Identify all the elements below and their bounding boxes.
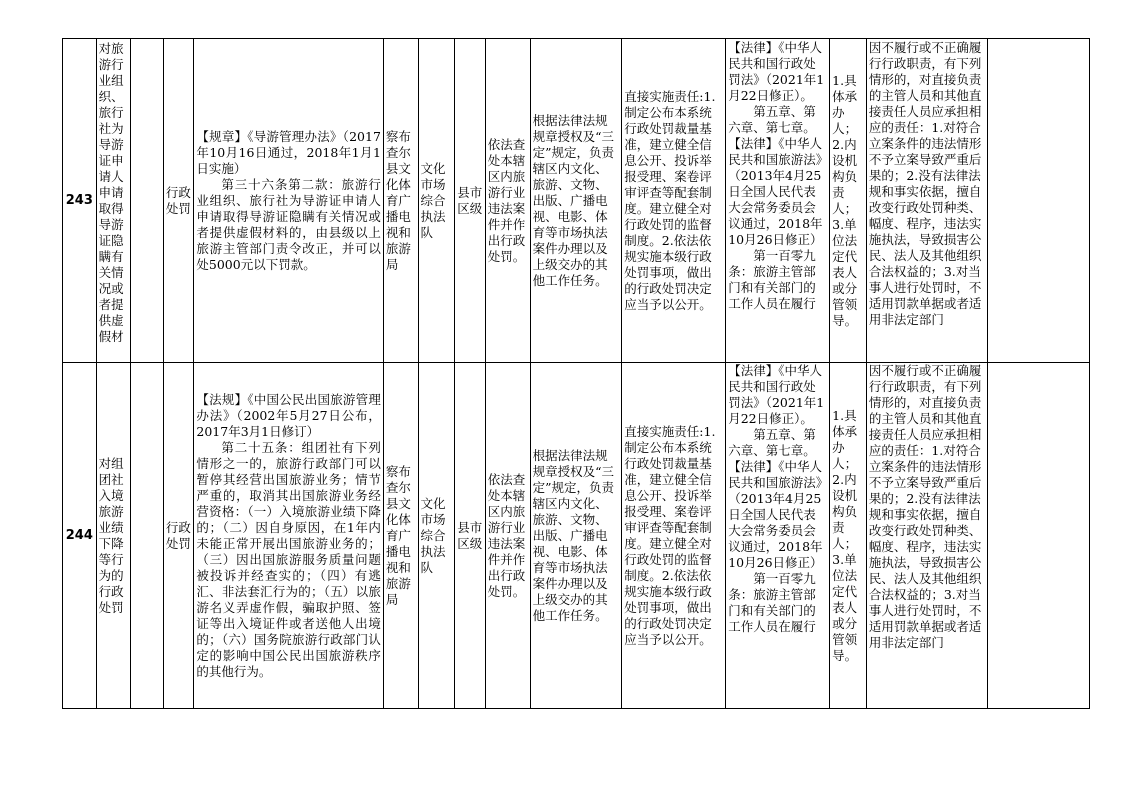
item-name	[96, 39, 131, 363]
power-type: 行政处罚	[163, 39, 194, 363]
law-tourism-title: 【法律】《中华人民共和国旅游法》（2013年4月25日全国人民代表大会常务委员会议通过，2018年10月26日修正）	[728, 459, 823, 570]
law-penalty-title: 【法律】《中华人民共和国行政处罚法》（2021年1月22日修正）。	[728, 40, 825, 103]
exercise-level: 县市区级	[455, 363, 486, 709]
item-name-text: 对旅游行业组织、旅行社为导游证申请人申请取得导游证隐瞒有关情况或者提供虚假材	[98, 41, 124, 344]
responsibility-matters: 直接实施责任:1.制定公布本系统行政处罚裁量基准，建立健全信息公开、投诉举报受理、案卷评审评查等配套制度。建立健全对行政处罚的监督制度。2.依法依规实施本级行政处罚事项，做出的行政处罚决定应当予以公开。	[622, 39, 726, 363]
law-penalty-articles: 第五章、第六章、第七章。	[728, 104, 816, 135]
power-list-table	[62, 38, 1090, 709]
implementing-department: 察布查尔县文化体育广播电视和旅游局	[383, 39, 418, 363]
power-content: 依法查处本辖区内旅游行业违法案件并作出行政处罚。	[485, 363, 530, 709]
responsibility-subject: 1.具体承办人；2.内设机构负责人；3.单位法定代表人或分管领导。	[830, 39, 867, 363]
accountability-basis	[726, 363, 830, 709]
power-content: 依法查处本辖区内旅游行业违法案件并作出行政处罚。	[485, 39, 530, 363]
row-number: 243	[63, 39, 97, 363]
responsibility-matters: 直接实施责任:1.制定公布本系统行政处罚裁量基准，建立健全信息公开、投诉举报受理、案卷评审评查等配套制度。建立健全对行政处罚的监督制度。2.依法依规实施本级行政处罚事项，做出的行政处罚决定应当予以公开。	[622, 363, 726, 709]
power-type: 行政处罚	[163, 363, 194, 709]
blank-cell	[988, 39, 1090, 363]
division-of-duties: 根据法律法规规章授权及“三定”规定，负责辖区内文化、旅游、文物、出版、广播电视、电影、体育等市场执法案件办理以及上级交办的其他工作任务。	[530, 363, 622, 709]
row-number: 244	[63, 363, 97, 709]
division-of-duties: 根据法律法规规章授权及“三定”规定，负责辖区内文化、旅游、文物、出版、广播电视、电影、体育等市场执法案件办理以及上级交办的其他工作任务。	[530, 39, 622, 363]
responsible-unit: 文化市场综合执法队	[418, 363, 455, 709]
legal-basis-text: 第三十六条第二款：旅游行业组织、旅行社为导游证申请人申请取得导游证隐瞒有关情况或者提供虚假材料的，由县级以上旅游主管部门责令改正，并可以处5000元以下罚款。	[196, 176, 381, 272]
responsible-unit: 文化市场综合执法队	[418, 39, 455, 363]
responsibility-subject: 1.具体承办人；2.内设机构负责人；3.单位法定代表人或分管领导。	[830, 363, 867, 709]
law-tourism-title: 【法律】《中华人民共和国旅游法》（2013年4月25日全国人民代表大会常务委员会议通过，2018年10月26日修正）	[728, 136, 823, 247]
legal-basis-text: 第二十五条：组团社有下列情形之一的，旅游行政部门可以暂停其经营出国旅游业务；情节严重的，取消其出国旅游业务经营资格：（一）入境旅游业绩下降的；（二）因自身原因，在1年内未能正常开展出国旅游业务的；（三）因出国旅游服务质量问题被投诉并经查实的；（四）有逃汇、非法套汇行为的；（五）以旅游名义弄虚作假，骗取护照、签证等出入境证件或者送他人出境的；（六）国务院旅游行政部门认定的影响中国公民出国旅游秩序的其他行为。	[196, 439, 381, 679]
implementing-department: 察布查尔县文化体育广播电视和旅游局	[383, 363, 418, 709]
accountability-situations-text: 因不履行或不正确履行行政职责，有下列情形的，对直接负责的主管人员和其他直接责任人员应承担相应的责任：1.对符合立案条件的违法情形不予立案导致严重后果的；2.没有法律法规和事实依据，擅自改变行政处罚种类、幅度、程序，违法实施执法，导致损害公民、法人及其他组织合法权益的；3.对当事人进行处罚时，不适用罚款单据或者适用非法定部门	[868, 363, 982, 650]
law-penalty-articles: 第五章、第六章、第七章。	[728, 427, 816, 458]
exercise-level: 县市区级	[455, 39, 486, 363]
law-penalty-title: 【法律】《中华人民共和国行政处罚法》（2021年1月22日修正）。	[728, 363, 825, 426]
accountability-basis-inner	[728, 363, 827, 708]
table-row	[63, 39, 1090, 363]
accountability-situations	[866, 363, 987, 709]
law-tourism-article: 第一百零九条：旅游主管部门和有关部门的工作人员在履行	[728, 248, 816, 311]
item-name: 对组团社入境旅游业绩下降等行为的行政处罚	[96, 363, 131, 709]
blank-cell	[988, 363, 1090, 709]
legal-basis-title: 【法规】《中国公民出国旅游管理办法》（2002年5月27日公布，2017年3月1日修订）	[196, 391, 381, 439]
accountability-situations-text: 因不履行或不正确履行行政职责，有下列情形的，对直接负责的主管人员和其他直接责任人员应承担相应的责任：1.对符合立案条件的违法情形不予立案导致严重后果的；2.没有法律法规和事实依据，擅自改变行政处罚种类、幅度、程序，违法实施执法，导致损害公民、法人及其他组织合法权益的；3.对当事人进行处罚时，不适用罚款单据或者适用非法定部门	[868, 40, 982, 327]
legal-basis	[194, 363, 384, 709]
accountability-situations	[866, 39, 987, 363]
accountability-basis	[726, 39, 830, 363]
blank-cell	[131, 363, 164, 709]
legal-basis-title: 【规章】《导游管理办法》（2017年10月16日通过，2018年1月1日实施）	[196, 128, 381, 176]
accountability-basis-inner	[728, 40, 827, 361]
law-tourism-article: 第一百零九条：旅游主管部门和有关部门的工作人员在履行	[728, 571, 816, 634]
table-row	[63, 363, 1090, 709]
legal-basis	[194, 39, 384, 363]
blank-cell	[131, 39, 164, 363]
